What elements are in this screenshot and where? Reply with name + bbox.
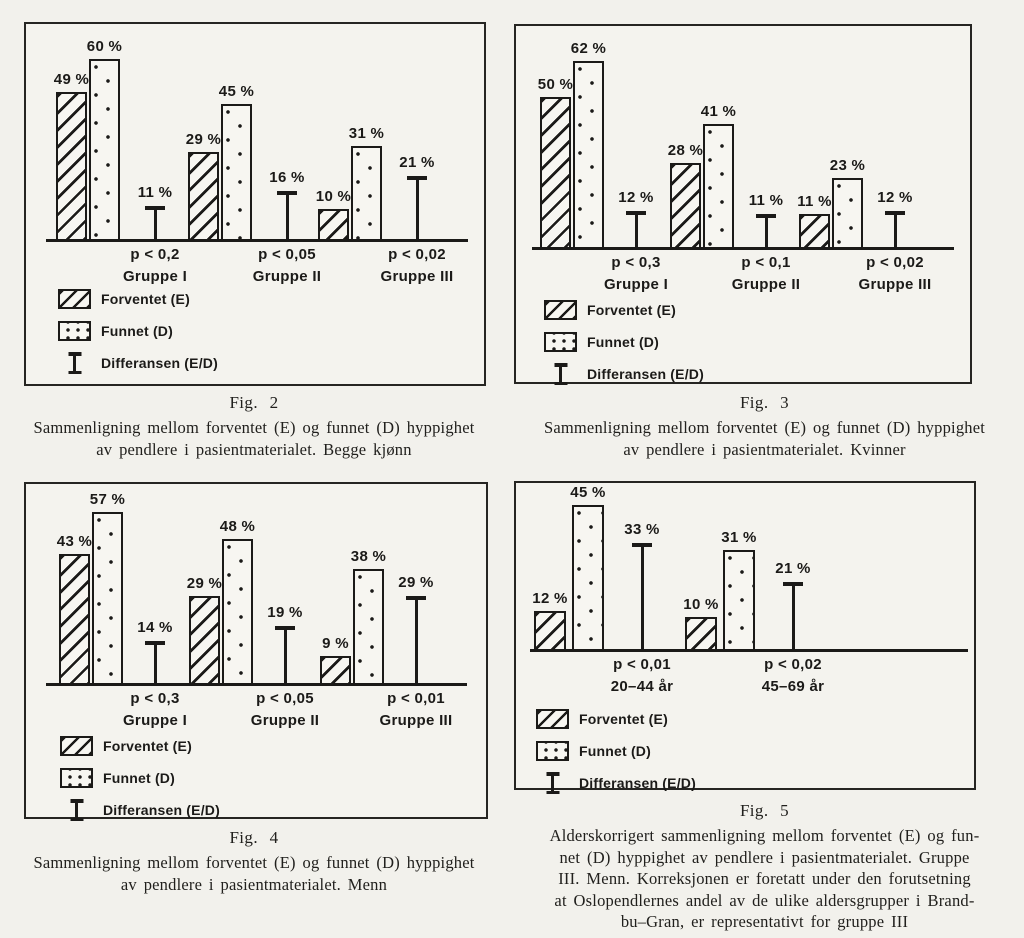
value-label-differanse: 14 % [137, 619, 173, 636]
i-beam-icon [58, 352, 91, 374]
bar-forventet [685, 617, 717, 651]
legend-row-forventet [60, 734, 220, 758]
fig4-label: Fig. 4 [229, 828, 279, 847]
value-label-forventet: 28 % [667, 142, 704, 159]
caption-line: av pendlere i pasientmaterialet. Menn [120, 874, 388, 894]
bar-forventet [188, 152, 219, 241]
fig5-label: Fig. 5 [739, 801, 790, 820]
fig5-legend [536, 707, 696, 795]
legend-label-funnet: Funnet (D) [103, 770, 175, 786]
legend-label-funnet: Funnet (D) [579, 743, 651, 759]
fig5-caption-block [505, 801, 1024, 933]
fig3-legend [544, 298, 704, 386]
legend-label-differansen: Differansen (E/D) [579, 775, 696, 791]
value-label-differanse: 11 % [748, 192, 784, 209]
fig2-caption-block [0, 393, 508, 460]
dotted-box-icon [60, 768, 93, 788]
bar-forventet [540, 97, 571, 249]
legend-label-forventet: Forventet (E) [587, 302, 676, 318]
fig3-caption [505, 417, 1024, 460]
value-label-funnet: 45 % [218, 83, 255, 100]
legend-row-differansen [536, 771, 696, 795]
bar-forventet [189, 596, 220, 685]
hatched-box-icon [60, 736, 93, 756]
value-label-differanse: 12 % [618, 189, 654, 206]
value-label-funnet: 31 % [721, 529, 757, 546]
legend-row-funnet [544, 330, 704, 354]
bar-funnet [353, 569, 384, 685]
value-label-differanse: 21 % [399, 154, 435, 171]
category-label: Gruppe II [250, 712, 320, 729]
bar-forventet [320, 656, 351, 685]
legend-label-forventet: Forventet (E) [579, 711, 668, 727]
legend-row-differansen [60, 798, 220, 822]
differanse-marker [635, 211, 638, 247]
differanse-marker [765, 214, 768, 247]
legend-label-funnet: Funnet (D) [587, 334, 659, 350]
bar-funnet [221, 104, 252, 241]
p-value-label: p < 0,02 [764, 656, 822, 673]
differanse-cap [885, 211, 905, 215]
p-value-label: p < 0,05 [258, 246, 316, 263]
differanse-cap [626, 211, 646, 215]
caption-line: bu–Gran, er representativt for gruppe III [620, 912, 909, 931]
value-label-differanse: 33 % [624, 521, 660, 538]
bar-funnet [572, 505, 604, 651]
legend-label-differansen: Differansen (E/D) [103, 802, 220, 818]
differanse-marker [792, 582, 795, 649]
value-label-differanse: 21 % [775, 560, 811, 577]
caption-line: net (D) hyppighet av pendlere i pasientmaterialet. Gruppe [559, 847, 970, 867]
fig4-legend [60, 734, 220, 822]
fig5-chart-panel [514, 481, 976, 790]
differanse-cap [783, 582, 803, 586]
p-value-label: p < 0,3 [130, 690, 180, 707]
differanse-marker [154, 641, 157, 683]
caption-line: av pendlere i pasientmaterialet. Kvinner [623, 439, 906, 459]
caption-line: Sammenligning mellom forventet (E) og funnet (D) hyppighet [543, 418, 986, 437]
p-value-label: p < 0,02 [388, 246, 446, 263]
legend-row-forventet [58, 287, 218, 311]
value-label-forventet: 10 % [315, 188, 352, 205]
fig5-caption [505, 825, 1024, 933]
caption-line: av pendlere i pasientmaterialet. Begge kjønn [96, 439, 412, 459]
category-label: Gruppe II [252, 268, 322, 285]
value-label-funnet: 62 % [570, 40, 607, 57]
value-label-forventet: 11 % [797, 193, 832, 210]
hatched-box-icon [58, 289, 91, 309]
value-label-funnet: 23 % [829, 157, 866, 174]
category-label: 20–44 år [610, 678, 674, 695]
value-label-forventet: 9 % [322, 635, 349, 652]
bar-forventet [534, 611, 566, 651]
fig4-caption-block [0, 828, 508, 895]
category-label: Gruppe III [858, 276, 932, 293]
legend-label-differansen: Differansen (E/D) [587, 366, 704, 382]
category-label: Gruppe II [731, 276, 801, 293]
i-beam-icon [60, 799, 93, 821]
value-label-forventet: 29 % [185, 131, 222, 148]
value-label-differanse: 11 % [137, 184, 173, 201]
category-label: Gruppe I [122, 712, 188, 729]
i-beam-icon [536, 772, 569, 794]
value-label-differanse: 29 % [398, 574, 434, 591]
differanse-marker [415, 596, 418, 683]
differanse-marker [284, 626, 287, 683]
legend-label-forventet: Forventet (E) [103, 738, 192, 754]
p-value-label: p < 0,3 [611, 254, 661, 271]
legend-row-funnet [60, 766, 220, 790]
fig2-caption [0, 417, 508, 460]
legend-row-forventet [536, 707, 696, 731]
legend-label-differansen: Differansen (E/D) [101, 355, 218, 371]
value-label-forventet: 12 % [532, 590, 568, 607]
fig2-chart-panel [24, 22, 486, 386]
legend-row-funnet [58, 319, 218, 343]
category-label: Gruppe I [122, 268, 188, 285]
p-value-label: p < 0,1 [741, 254, 791, 271]
legend-label-funnet: Funnet (D) [101, 323, 173, 339]
p-value-label: p < 0,05 [256, 690, 314, 707]
value-label-forventet: 29 % [186, 575, 223, 592]
dotted-box-icon [58, 321, 91, 341]
category-label: Gruppe I [603, 276, 669, 293]
bar-forventet [59, 554, 90, 685]
caption-line: Sammenligning mellom forventet (E) og funnet (D) hyppighet [33, 418, 475, 437]
value-label-funnet: 60 % [86, 38, 123, 55]
caption-line: Alderskorrigert sammenligning mellom forventet (E) og fun- [549, 826, 980, 845]
differanse-cap [407, 176, 427, 180]
dotted-box-icon [536, 741, 569, 761]
fig3-label: Fig. 3 [739, 393, 790, 412]
bar-funnet [92, 512, 123, 685]
value-label-funnet: 41 % [700, 103, 737, 120]
differanse-cap [275, 626, 295, 630]
bar-funnet [89, 59, 120, 241]
differanse-cap [756, 214, 776, 218]
caption-line: at Oslopendlernes andel av de ulike aldersgrupper i Brand- [554, 890, 975, 910]
fig4-chart-panel [24, 482, 488, 819]
bar-funnet [351, 146, 382, 241]
caption-line: Sammenligning mellom forventet (E) og funnet (D) hyppighet [33, 853, 475, 872]
fig3-caption-block [505, 393, 1024, 460]
bar-funnet [703, 124, 734, 249]
differanse-cap [632, 543, 652, 547]
differanse-marker [416, 176, 419, 239]
value-label-funnet: 48 % [219, 518, 256, 535]
legend-row-funnet [536, 739, 696, 763]
value-label-differanse: 16 % [269, 169, 305, 186]
value-label-funnet: 45 % [570, 484, 606, 501]
value-label-funnet: 57 % [89, 491, 126, 508]
legend-row-differansen [544, 362, 704, 386]
differanse-cap [406, 596, 426, 600]
differanse-marker [641, 543, 644, 649]
fig3-chart-panel [514, 24, 972, 384]
legend-label-forventet: Forventet (E) [101, 291, 190, 307]
hatched-box-icon [536, 709, 569, 729]
dotted-box-icon [544, 332, 577, 352]
bar-forventet [799, 214, 830, 249]
bar-forventet [56, 92, 87, 241]
bar-funnet [832, 178, 863, 249]
differanse-marker [286, 191, 289, 239]
value-label-forventet: 43 % [56, 533, 93, 550]
category-label: 45–69 år [761, 678, 825, 695]
differanse-marker [894, 211, 897, 247]
fig2-label: Fig. 2 [229, 393, 279, 412]
i-beam-icon [544, 363, 577, 385]
p-value-label: p < 0,01 [613, 656, 671, 673]
p-value-label: p < 0,2 [130, 246, 180, 263]
legend-row-forventet [544, 298, 704, 322]
category-label: Gruppe III [380, 268, 454, 285]
value-label-forventet: 10 % [683, 596, 719, 613]
value-label-differanse: 19 % [267, 604, 303, 621]
value-label-forventet: 50 % [537, 76, 574, 93]
bar-forventet [670, 163, 701, 249]
hatched-box-icon [544, 300, 577, 320]
differanse-marker [154, 206, 157, 239]
bar-funnet [222, 539, 253, 685]
value-label-differanse: 12 % [877, 189, 913, 206]
fig2-legend [58, 287, 218, 375]
fig4-caption [0, 852, 508, 895]
bar-forventet [318, 209, 349, 241]
caption-line: III. Menn. Korreksjonen er foretatt under den forutsetning [558, 869, 971, 888]
p-value-label: p < 0,01 [387, 690, 445, 707]
differanse-cap [145, 641, 165, 645]
p-value-label: p < 0,02 [866, 254, 924, 271]
category-label: Gruppe III [379, 712, 453, 729]
value-label-funnet: 38 % [350, 548, 387, 565]
legend-row-differansen [58, 351, 218, 375]
bar-funnet [573, 61, 604, 249]
differanse-cap [145, 206, 165, 210]
differanse-cap [277, 191, 297, 195]
value-label-funnet: 31 % [348, 125, 385, 142]
value-label-forventet: 49 % [53, 71, 90, 88]
bar-funnet [723, 550, 755, 651]
